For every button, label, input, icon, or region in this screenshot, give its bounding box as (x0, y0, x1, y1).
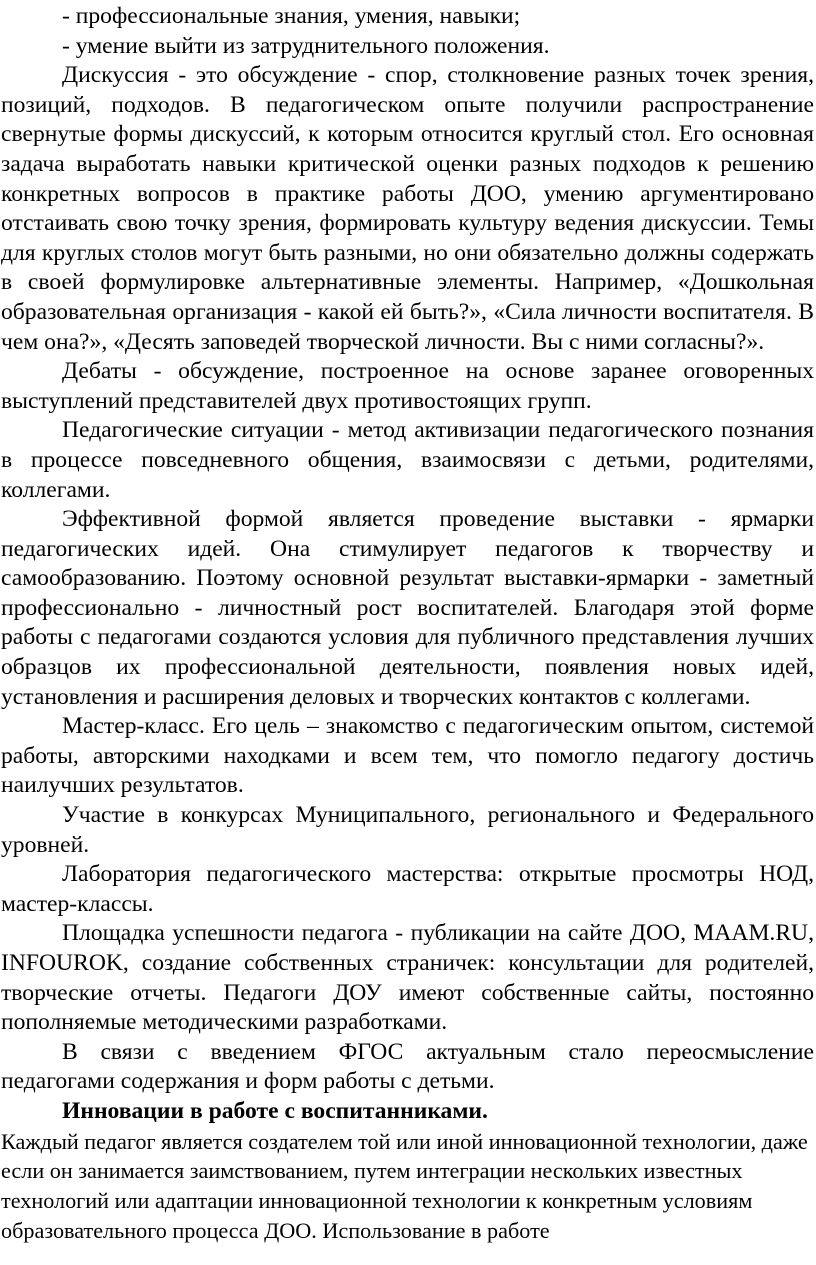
paragraph-success-platform: Площадка успешности педагога - публикации на сайте ДОО, MAAM.RU, INFOUROK, создание собственных страничек: консультации для родителей, творческие отчеты. Педагоги ДОУ имеют собственные сайты, постоянно пополняемые методическими разработками. (1, 920, 814, 1036)
list-item-knowledge: - профессиональные знания, умения, навыки; (62, 3, 521, 29)
paragraph-contests: Участие в конкурсах Муниципального, регионального и Федерального уровней. (1, 802, 814, 858)
paragraph-master-class: Мастер-класс. Его цель – знакомство с педагогическим опытом, системой работы, авторскими находками и всем тем, что помогло педагогу достичь наилучших результатов. (1, 713, 814, 799)
paragraph-debates: Дебаты - обсуждение, построенное на основе заранее оговоренных выступлений представителей двух противостоящих групп. (1, 358, 814, 414)
paragraph-exhibition: Эффективной формой является проведение выставки - ярмарки педагогических идей. Она стимулирует педагогов к творчеству и самообразованию. Поэтому основной результат выставки-ярмарки - заметный профессионально - личностный рост воспитателей. Благодаря этой форме работы с педагогами создаются условия для публичного представления лучших образцов их профессиональной деятельности, появления новых идей, установления и расширения деловых и творческих контактов с коллегами. (1, 506, 814, 710)
paragraph-fgos: В связи с введением ФГОС актуальным стало переосмысление педагогами содержания и форм работы с детьми. (1, 1038, 814, 1095)
paragraph-innovation-closing: Каждый педагог является создателем той или иной инновационной технологии, даже если он занимается заимствованием, путем интеграции нескольких известных технологий или адаптации инновационной технологии к конкретным условиям образовательного процесса ДОО. Использование в работе (1, 1128, 808, 1243)
paragraph-pedagogical-situations: Педагогические ситуации - метод активизации педагогического познания в процессе повседневного общения, взаимосвязи с детьми, родителями, коллегами. (1, 417, 814, 503)
paragraph-laboratory: Лаборатория педагогического мастерства: открытые просмотры НОД, мастер-классы. (1, 861, 814, 917)
document-page (0, 2, 816, 1265)
paragraph-discussion: Дискуссия - это обсуждение - спор, столкновение разных точек зрения, позиций, подходов. В педагогическом опыте получили распространение свернутые формы дискуссий, к которым относится круглый стол. Его основная задача выработать навыки критической оценки разных подходов к решению конкретных вопросов в практике работы ДОО, умению аргументировано отстаивать свою точку зрения, формировать культуру ведения дискуссии. Темы для круглых столов могут быть разными, но они обязательно должны содержать в своей формулировке альтернативные элементы. Например, «Дошкольная образовательная организация - какой ей быть?», «Сила личности воспитателя. В чем она?», «Десять заповедей творческой личности. Вы с ними согласны?». (1, 62, 814, 355)
list-item-difficulty: - умение выйти из затруднительного положения. (62, 32, 550, 59)
section-heading: Инновации в работе с воспитанниками. (62, 1097, 488, 1124)
